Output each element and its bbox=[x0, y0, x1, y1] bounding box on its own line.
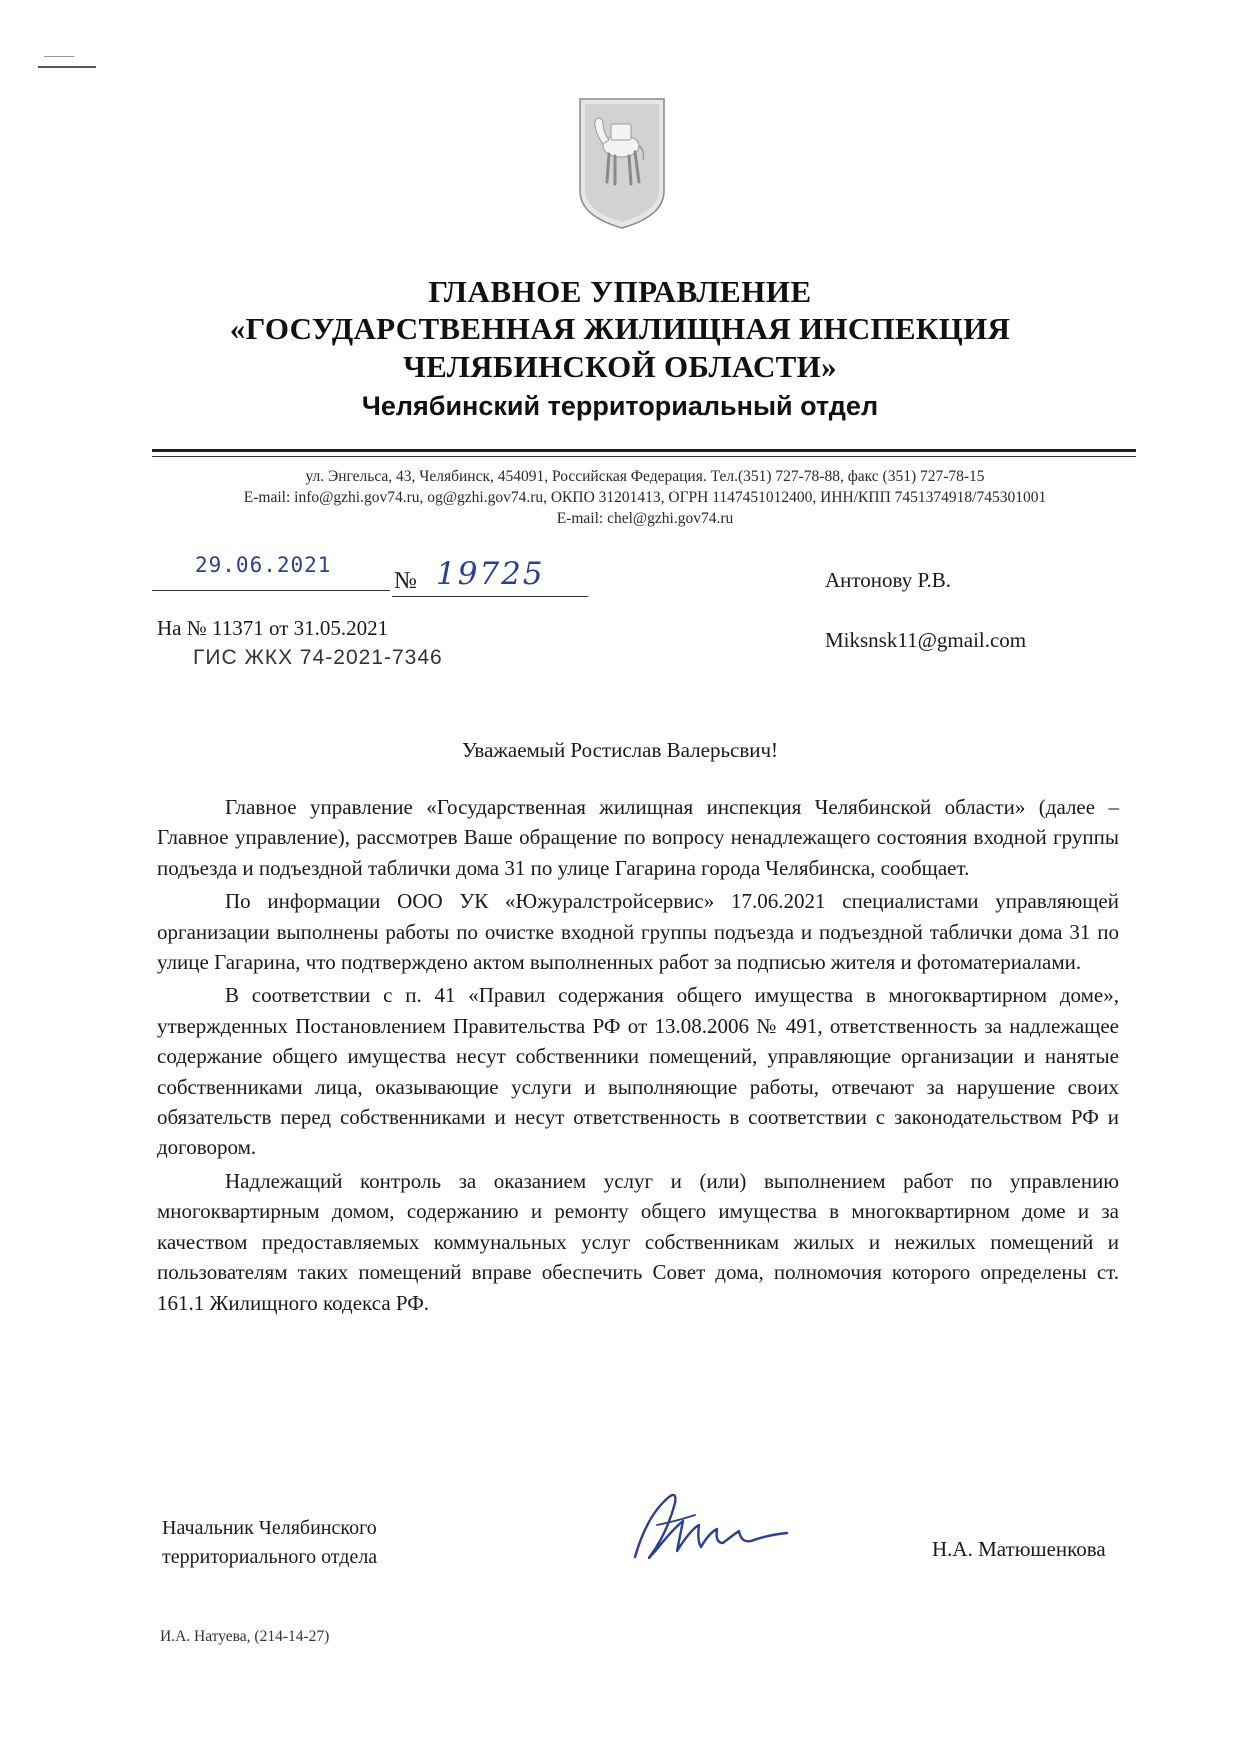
signer-name: Н.А. Матюшенкова bbox=[932, 1537, 1106, 1561]
letter-paragraph: Надлежащий контроль за оказанием услуг и (или) выполнением работ по управлению многоквартирным домом, содержанию и ремонту общего имущества в многоквартирном доме и за качеством предоставляемых коммунальных услуг собственникам жилых и нежилых помещений и пользователям таких помещений вправе обеспечить Совет дома, полномочия которого определены ст. 161.1 Жилищного кодекса РФ. bbox=[157, 1168, 1119, 1315]
reply-reference: На № 11371 от 31.05.2021 bbox=[157, 616, 389, 640]
salutation: Уважаемый Ростислав Валерьсвич! bbox=[461, 738, 779, 762]
letter-paragraph: Главное управление «Государственная жилищная инспекция Челябинской области» (далее – Главное управление), рассмотрев Ваше обращение по вопросу ненадлежащего состояния входной группы подъезда и подъездной таблички дома 31 по улице Гагарина города Челябинска, сообщает. bbox=[157, 795, 1119, 880]
recipient-name: Антонову Р.В. bbox=[825, 568, 952, 592]
scan-artifact bbox=[44, 56, 74, 57]
contact-email-department: E-mail: chel@gzhi.gov74.ru bbox=[556, 510, 734, 527]
letter-paragraph: По информации ООО УК «Южуралстройсервис» 17.06.2021 специалистами управляющей организации выполнены работы по очистке входной группы подъезда и подъездной таблички дома 31 по улице Гагарина, что подтверждено актом выполненных работ за подписью жителя и фотоматериалами. bbox=[157, 889, 1119, 975]
number-label: № bbox=[394, 568, 417, 594]
signatory-position bbox=[162, 1514, 492, 1572]
department-title: Челябинский территориальный отдел bbox=[361, 391, 879, 421]
contact-emails-codes: E-mail: info@gzhi.gov74.ru, og@gzhi.gov74.ru, ОКПО 31201413, ОГРН 1147451012400, ИНН/КПП 7451374918/745301001 bbox=[243, 489, 1047, 506]
coat-of-arms-icon bbox=[577, 96, 667, 231]
recipient-email: Miksnsk11@gmail.com bbox=[825, 628, 1027, 652]
letter-body bbox=[157, 792, 1119, 1321]
organization-title-line-2: «ГОСУДАРСТВЕННАЯ ЖИЛИЩНАЯ ИНСПЕКЦИЯ bbox=[229, 311, 1011, 346]
date-underline bbox=[152, 590, 390, 591]
registration-number: 19725 bbox=[436, 556, 545, 592]
header-divider-thin bbox=[152, 456, 1136, 457]
contact-address: ул. Энгельса, 43, Челябинск, 454091, Российская Федерация. Тел.(351) 727-78-88, факс (351) 727-78-15 bbox=[305, 468, 985, 485]
organization-title-line-3: ЧЕЛЯБИНСКОЙ ОБЛАСТИ» bbox=[403, 349, 837, 384]
gis-reference: ГИС ЖКХ 74-2021-7346 bbox=[193, 646, 443, 669]
handwritten-signature-icon bbox=[617, 1485, 817, 1571]
registration-date: 29.06.2021 bbox=[195, 553, 332, 577]
signatory-position-line-2: территориального отдела bbox=[162, 1546, 378, 1568]
organization-title-line-1: ГЛАВНОЕ УПРАВЛЕНИЕ bbox=[428, 274, 812, 309]
executor-note: И.А. Натуева, (214-14-27) bbox=[160, 1628, 330, 1645]
scan-artifact bbox=[38, 66, 96, 68]
signatory-position-line-1: Начальник Челябинского bbox=[162, 1517, 377, 1539]
number-underline bbox=[392, 596, 588, 597]
header-divider bbox=[152, 449, 1136, 452]
letter-paragraph: В соответствии с п. 41 «Правил содержания общего имущества в многоквартирном доме», утвержденных Постановлением Правительства РФ от 13.08.2006 № 491, ответственность за надлежащее содержание общего имущества несут собственники помещений, управляющие организации и нанятые собственниками лица, оказывающие услуги и выполняющие работы, отвечают за нарушение своих обязательств перед собственниками и несут ответственность в соответствии с законодательством РФ и договором. bbox=[157, 983, 1119, 1160]
